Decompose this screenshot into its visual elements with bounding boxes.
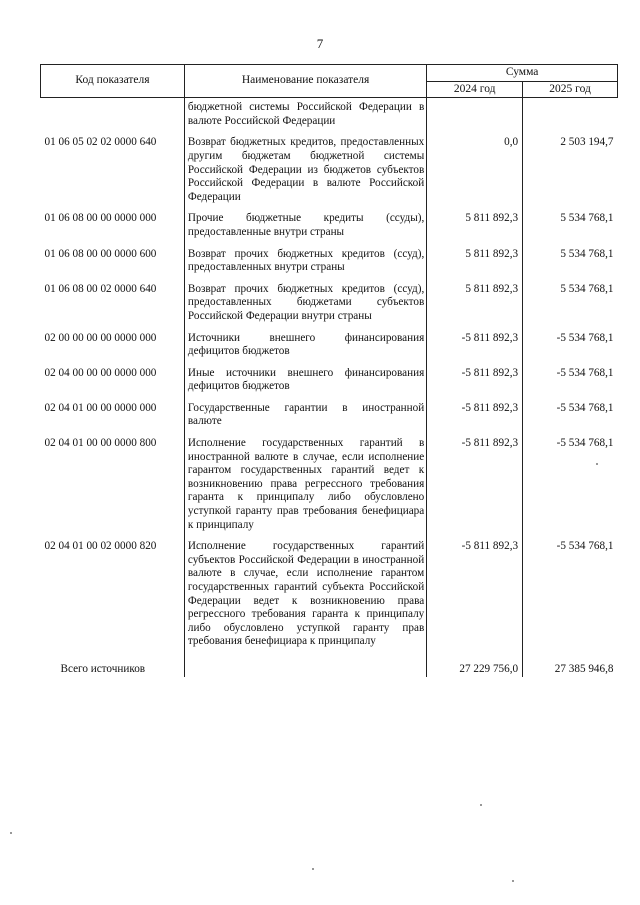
row-code: 01 06 08 00 00 0000 000 (44, 212, 157, 225)
row-code: 02 04 01 00 00 0000 800 (44, 437, 157, 450)
row-value-2025: 5 534 768,1 (560, 247, 614, 260)
table-row (41, 283, 618, 332)
total-empty (184, 657, 426, 677)
row-value-2024: 0,0 (427, 136, 523, 212)
table-row (41, 248, 618, 283)
row-value-2024: -5 811 892,3 (427, 332, 523, 367)
total-label: Всего источников (60, 662, 146, 675)
row-value-2024 (427, 101, 523, 136)
total-row (41, 657, 618, 677)
row-name: Иные источники внешнего финансирования дефицитов бюджетов (184, 367, 426, 402)
scan-speck (512, 880, 514, 882)
row-value-2024: 5 811 892,3 (427, 283, 523, 332)
row-value-2025: -5 534 768,1 (556, 540, 614, 553)
row-name: Прочие бюджетные кредиты (ссуды), предоставленные внутри страны (184, 212, 426, 247)
table-row (41, 101, 618, 136)
table-row (41, 136, 618, 212)
row-name: Возврат прочих бюджетных кредитов (ссуд), предоставленных внутри страны (184, 248, 426, 283)
row-name: Источники внешнего финансирования дефицитов бюджетов (184, 332, 426, 367)
page-number: 7 (316, 36, 324, 51)
row-value-2025: -5 534 768,1 (556, 366, 614, 379)
row-value-2024: 5 811 892,3 (427, 212, 523, 247)
table-row (41, 402, 618, 437)
scan-speck (312, 868, 314, 870)
row-name: Возврат бюджетных кредитов, предоставленных другим бюджетам бюджетной системы Российской Федерации из бюджетов субъектов Российской Федерации в валюте Российской Федерации (184, 136, 426, 212)
table-row (41, 332, 618, 367)
row-value-2024: -5 811 892,3 (427, 367, 523, 402)
row-code: 01 06 08 00 02 0000 640 (44, 282, 157, 295)
header-year-2025: 2025 год (523, 81, 618, 98)
total-value-2025: 27 385 946,8 (554, 662, 614, 675)
row-code: 02 04 01 00 02 0000 820 (44, 540, 157, 553)
row-value-2024: -5 811 892,3 (427, 402, 523, 437)
row-name: Государственные гарантии в иностранной валюте (184, 402, 426, 437)
row-code (41, 101, 185, 136)
row-code: 02 04 01 00 00 0000 000 (44, 401, 157, 414)
header-year-2024: 2024 год (427, 81, 523, 98)
header-sum: Сумма (427, 65, 618, 82)
table-row (41, 212, 618, 247)
row-name: Исполнение государственных гарантий в иностранной валюте в случае, если исполнение гарантом государственных гарантий ведет к возникновению права регрессного требования гаранта к принципалу либо обусловлено уступкой гаранту прав требования бенефициара к принципалу (184, 437, 426, 540)
row-value-2024: -5 811 892,3 (427, 540, 523, 657)
row-code: 01 06 08 00 00 0000 600 (44, 247, 157, 260)
table-row (41, 367, 618, 402)
total-value-2024: 27 229 756,0 (427, 657, 523, 677)
scan-speck (596, 463, 598, 465)
scan-speck (10, 832, 12, 834)
row-value-2025: -5 534 768,1 (556, 331, 614, 344)
row-value-2025 (523, 101, 618, 136)
row-value-2025: 5 534 768,1 (560, 282, 614, 295)
table-body (41, 98, 618, 677)
row-value-2024: -5 811 892,3 (427, 437, 523, 540)
row-name: Возврат прочих бюджетных кредитов (ссуд), предоставленных бюджетами субъектов Российской Федерации внутри страны (184, 283, 426, 332)
row-name: Исполнение государственных гарантий субъектов Российской Федерации в иностранной валюте в случае, если исполнение гарантом государственных гарантий субъекта Российской Федерации ведет к возникновению права регрессного требования гаранта к принципалу либо обусловлено уступкой гаранту прав требования бенефициара к принципалу (184, 540, 426, 657)
row-value-2025: -5 534 768,1 (556, 401, 614, 414)
row-value-2025: 5 534 768,1 (560, 212, 614, 225)
sources-table (40, 64, 618, 677)
table-header (41, 65, 618, 98)
row-code: 01 06 05 02 02 0000 640 (44, 136, 157, 149)
header-name: Наименование показателя (184, 65, 426, 98)
row-code: 02 04 00 00 00 0000 000 (44, 366, 157, 379)
row-value-2025: 2 503 194,7 (560, 136, 614, 149)
table-row (41, 437, 618, 540)
row-code: 02 00 00 00 00 0000 000 (44, 331, 157, 344)
row-name: бюджетной системы Российской Федерации в валюте Российской Федерации (184, 101, 426, 136)
header-code: Код показателя (41, 65, 185, 98)
row-value-2025: -5 534 768,1 (556, 437, 614, 450)
row-value-2024: 5 811 892,3 (427, 248, 523, 283)
scan-speck (480, 804, 482, 806)
table-row (41, 540, 618, 657)
